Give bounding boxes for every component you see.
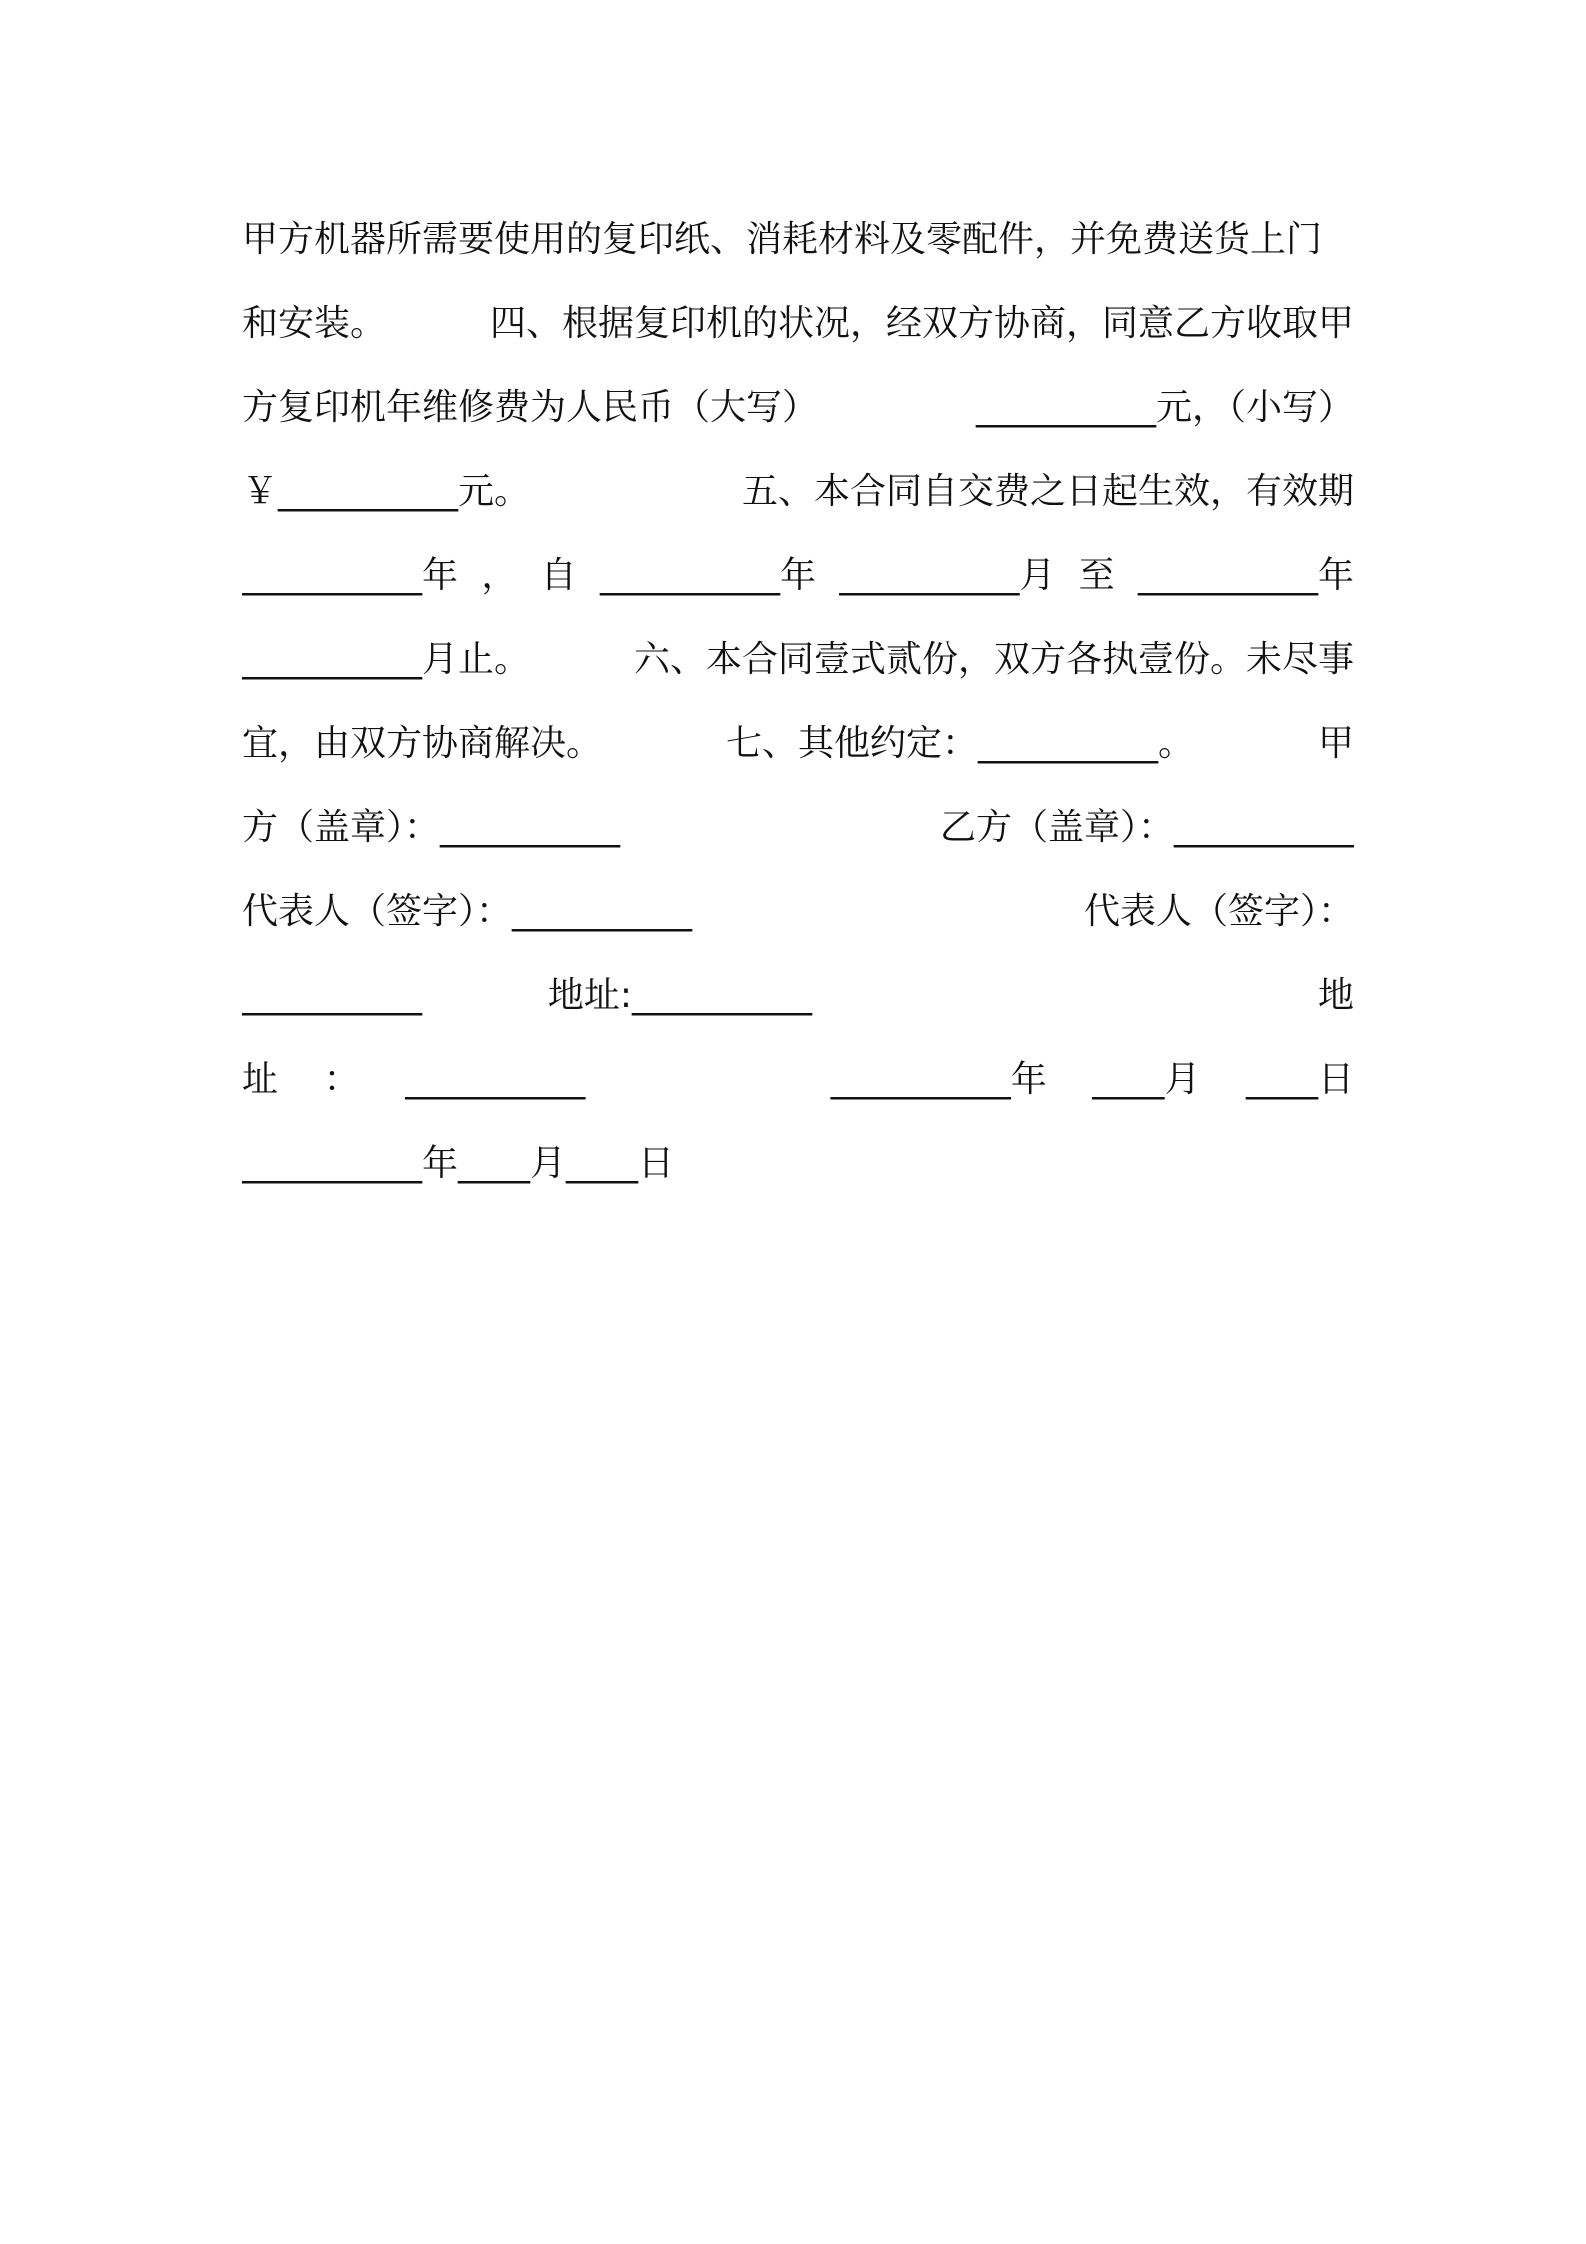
text-segment: 址 <box>242 1059 279 1100</box>
text-line-2 <box>242 282 1354 366</box>
party-a-date-month: ____月 <box>1092 1059 1201 1100</box>
clause-five: 五、本合同自交费之日起生效，有效期 <box>741 471 1354 512</box>
party-b-seal: 乙方（盖章）：__________ <box>939 807 1354 848</box>
party-a-representative: 代表人（签字）：__________ <box>242 891 693 932</box>
text-line-11 <box>242 1038 1354 1122</box>
fee-amount-blank: __________元，（小写） <box>975 387 1354 428</box>
text-line-8 <box>242 786 1354 870</box>
fee-small-blank: ￥__________元。 <box>242 471 531 512</box>
text-line-1 <box>242 198 1354 282</box>
party-b-representative: 代表人（签字）： <box>1083 891 1354 932</box>
party-b-date: __________年____月____日 <box>242 1143 674 1184</box>
text-line-6 <box>242 618 1354 702</box>
text-line-4 <box>242 450 1354 534</box>
fee-text: 方复印机年维修费为人民币（大写） <box>242 387 819 428</box>
party-a-address: 地址:__________ <box>547 975 813 1016</box>
start-month-blank: __________月 <box>839 555 1056 596</box>
text-segment: 宜，由双方协商解决。 <box>242 723 603 764</box>
text-line-10 <box>242 954 1354 1038</box>
party-a-date-day: ____日 <box>1245 1059 1354 1100</box>
party-b-address-blank: __________ <box>405 1059 586 1100</box>
contract-body <box>242 198 1354 1206</box>
party-a-date-year: __________年 <box>830 1059 1047 1100</box>
period-years-blank: __________年 <box>242 555 459 596</box>
clause-four: 四、根据复印机的状况，经双方协商，同意乙方收取甲 <box>489 303 1354 344</box>
text-segment: ， <box>481 555 518 596</box>
start-year-blank: __________年 <box>599 555 816 596</box>
text-segment: 至 <box>1078 555 1115 596</box>
party-a-seal: 方（盖章）：__________ <box>242 807 621 848</box>
party-b-representative-blank: __________ <box>242 975 422 1016</box>
text-segment: 甲方机器所需要使用的复印纸、消耗材料及零配件，并免费送货上门 <box>242 219 1323 260</box>
text-line-9 <box>242 870 1354 954</box>
text-segment: 自 <box>540 555 577 596</box>
end-month-blank: __________月止。 <box>242 639 531 680</box>
text-line-5 <box>242 534 1354 618</box>
text-segment: 甲 <box>1317 723 1354 764</box>
end-year-blank: __________年 <box>1137 555 1354 596</box>
text-segment: 地 <box>1317 975 1354 1016</box>
text-segment: ： <box>323 1059 360 1100</box>
text-line-12 <box>242 1122 1354 1206</box>
clause-six: 六、本合同壹式贰份，双方各执壹份。未尽事 <box>633 639 1354 680</box>
text-line-3 <box>242 366 1354 450</box>
text-segment: 和安装。 <box>242 303 387 344</box>
text-line-7 <box>242 702 1354 786</box>
clause-seven: 七、其他约定：__________。 <box>725 723 1194 764</box>
